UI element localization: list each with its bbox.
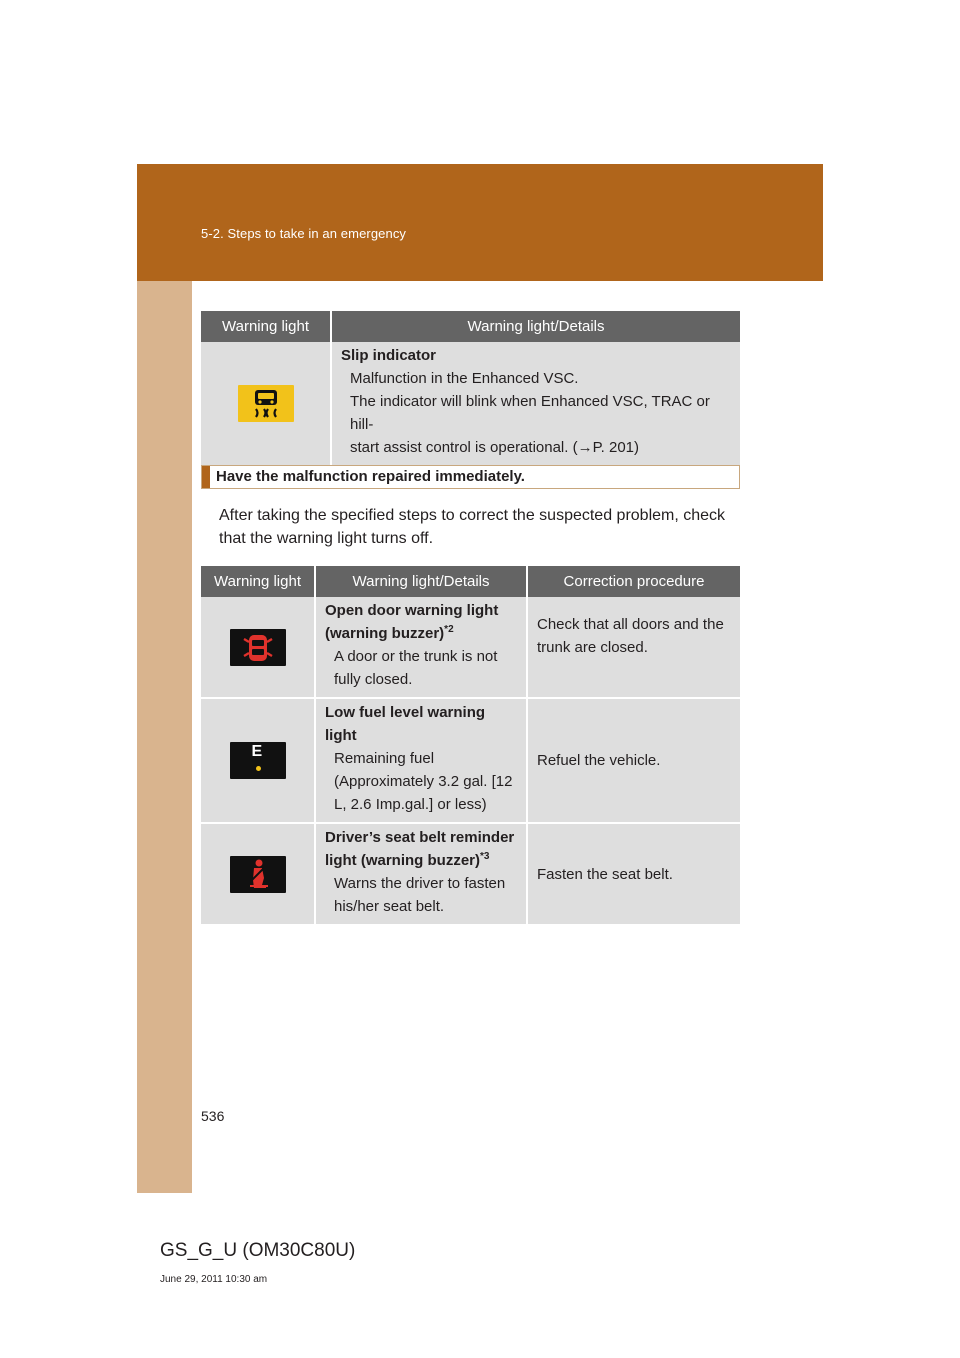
details-cell bbox=[315, 698, 527, 823]
table-header-row bbox=[201, 566, 740, 597]
callout-text: Have the malfunction repaired immediately. bbox=[216, 468, 525, 485]
column-header: Warning light/Details bbox=[331, 311, 740, 342]
warning-title bbox=[325, 849, 520, 872]
column-header: Warning light/Details bbox=[315, 566, 527, 597]
table-row bbox=[201, 342, 740, 465]
section-title: 5-2. Steps to take in an emergency bbox=[201, 226, 407, 241]
details-cell bbox=[315, 597, 527, 698]
warning-detail: A door or the trunk is not bbox=[334, 648, 498, 665]
warning-title: Open door warning light bbox=[325, 602, 499, 619]
header-band bbox=[137, 164, 823, 281]
footnote-marker: *2 bbox=[444, 624, 454, 635]
warning-detail: The indicator will blink when Enhanced VSC, TRAC or hill- bbox=[350, 393, 710, 433]
slip-indicator-table bbox=[201, 311, 740, 465]
table-header-row bbox=[201, 311, 740, 342]
column-header: Correction procedure bbox=[527, 566, 740, 597]
warning-lights-table bbox=[201, 566, 740, 924]
column-header: Warning light bbox=[201, 566, 315, 597]
warning-title-text: (warning buzzer) bbox=[325, 625, 445, 642]
correction-cell bbox=[527, 597, 740, 698]
fuel-letter: E bbox=[251, 743, 263, 760]
seat-belt-reminder-icon bbox=[230, 856, 286, 893]
paragraph-line: that the warning light turns off. bbox=[219, 530, 434, 547]
correction-cell bbox=[527, 823, 740, 924]
warning-detail: L, 2.6 Imp.gal.] or less) bbox=[334, 796, 487, 813]
warning-detail: fully closed. bbox=[334, 671, 413, 688]
paragraph-line: After taking the specified steps to correct the suspected problem, check bbox=[219, 507, 726, 524]
icon-cell bbox=[201, 342, 331, 465]
correction-text: Fasten the seat belt. bbox=[537, 865, 673, 883]
icon-cell bbox=[201, 698, 315, 823]
icon-cell bbox=[201, 823, 315, 924]
side-band bbox=[137, 281, 192, 1193]
correction-text: Refuel the vehicle. bbox=[537, 752, 661, 769]
warning-title-text: light (warning buzzer) bbox=[325, 852, 480, 869]
warning-title: Low fuel level warning light bbox=[325, 704, 486, 744]
table-row bbox=[201, 698, 740, 823]
warning-detail: his/her seat belt. bbox=[334, 898, 445, 915]
correction-text: Check that all doors and the bbox=[537, 615, 724, 633]
instruction-paragraph bbox=[219, 504, 749, 550]
document-code: GS_G_U (OM30C80U) bbox=[160, 1240, 356, 1261]
warning-detail: Remaining fuel bbox=[334, 750, 435, 767]
table-row bbox=[201, 823, 740, 924]
slip-indicator-icon bbox=[238, 385, 294, 422]
warning-title bbox=[325, 622, 520, 645]
warning-detail: (Approximately 3.2 gal. [12 bbox=[334, 773, 513, 790]
warning-detail: Warns the driver to fasten bbox=[334, 875, 506, 892]
column-header: Warning light bbox=[201, 311, 331, 342]
correction-text: trunk are closed. bbox=[537, 638, 648, 656]
details-cell bbox=[331, 342, 740, 465]
warning-detail: start assist control is operational. (→P. 201) bbox=[350, 439, 640, 456]
footnote-marker: *3 bbox=[480, 851, 490, 862]
correction-cell bbox=[527, 698, 740, 823]
warning-title: Slip indicator bbox=[341, 347, 437, 364]
warning-title: Driver’s seat belt reminder bbox=[325, 829, 515, 846]
page-number: 536 bbox=[201, 1108, 225, 1124]
callout-accent-bar bbox=[202, 466, 210, 488]
table-row bbox=[201, 597, 740, 698]
callout-box bbox=[201, 465, 740, 489]
document-date: June 29, 2011 10:30 am bbox=[160, 1274, 268, 1285]
details-cell bbox=[315, 823, 527, 924]
icon-cell bbox=[201, 597, 315, 698]
open-door-warning-icon bbox=[230, 629, 286, 666]
low-fuel-warning-icon bbox=[230, 742, 286, 779]
warning-detail: Malfunction in the Enhanced VSC. bbox=[350, 370, 579, 387]
